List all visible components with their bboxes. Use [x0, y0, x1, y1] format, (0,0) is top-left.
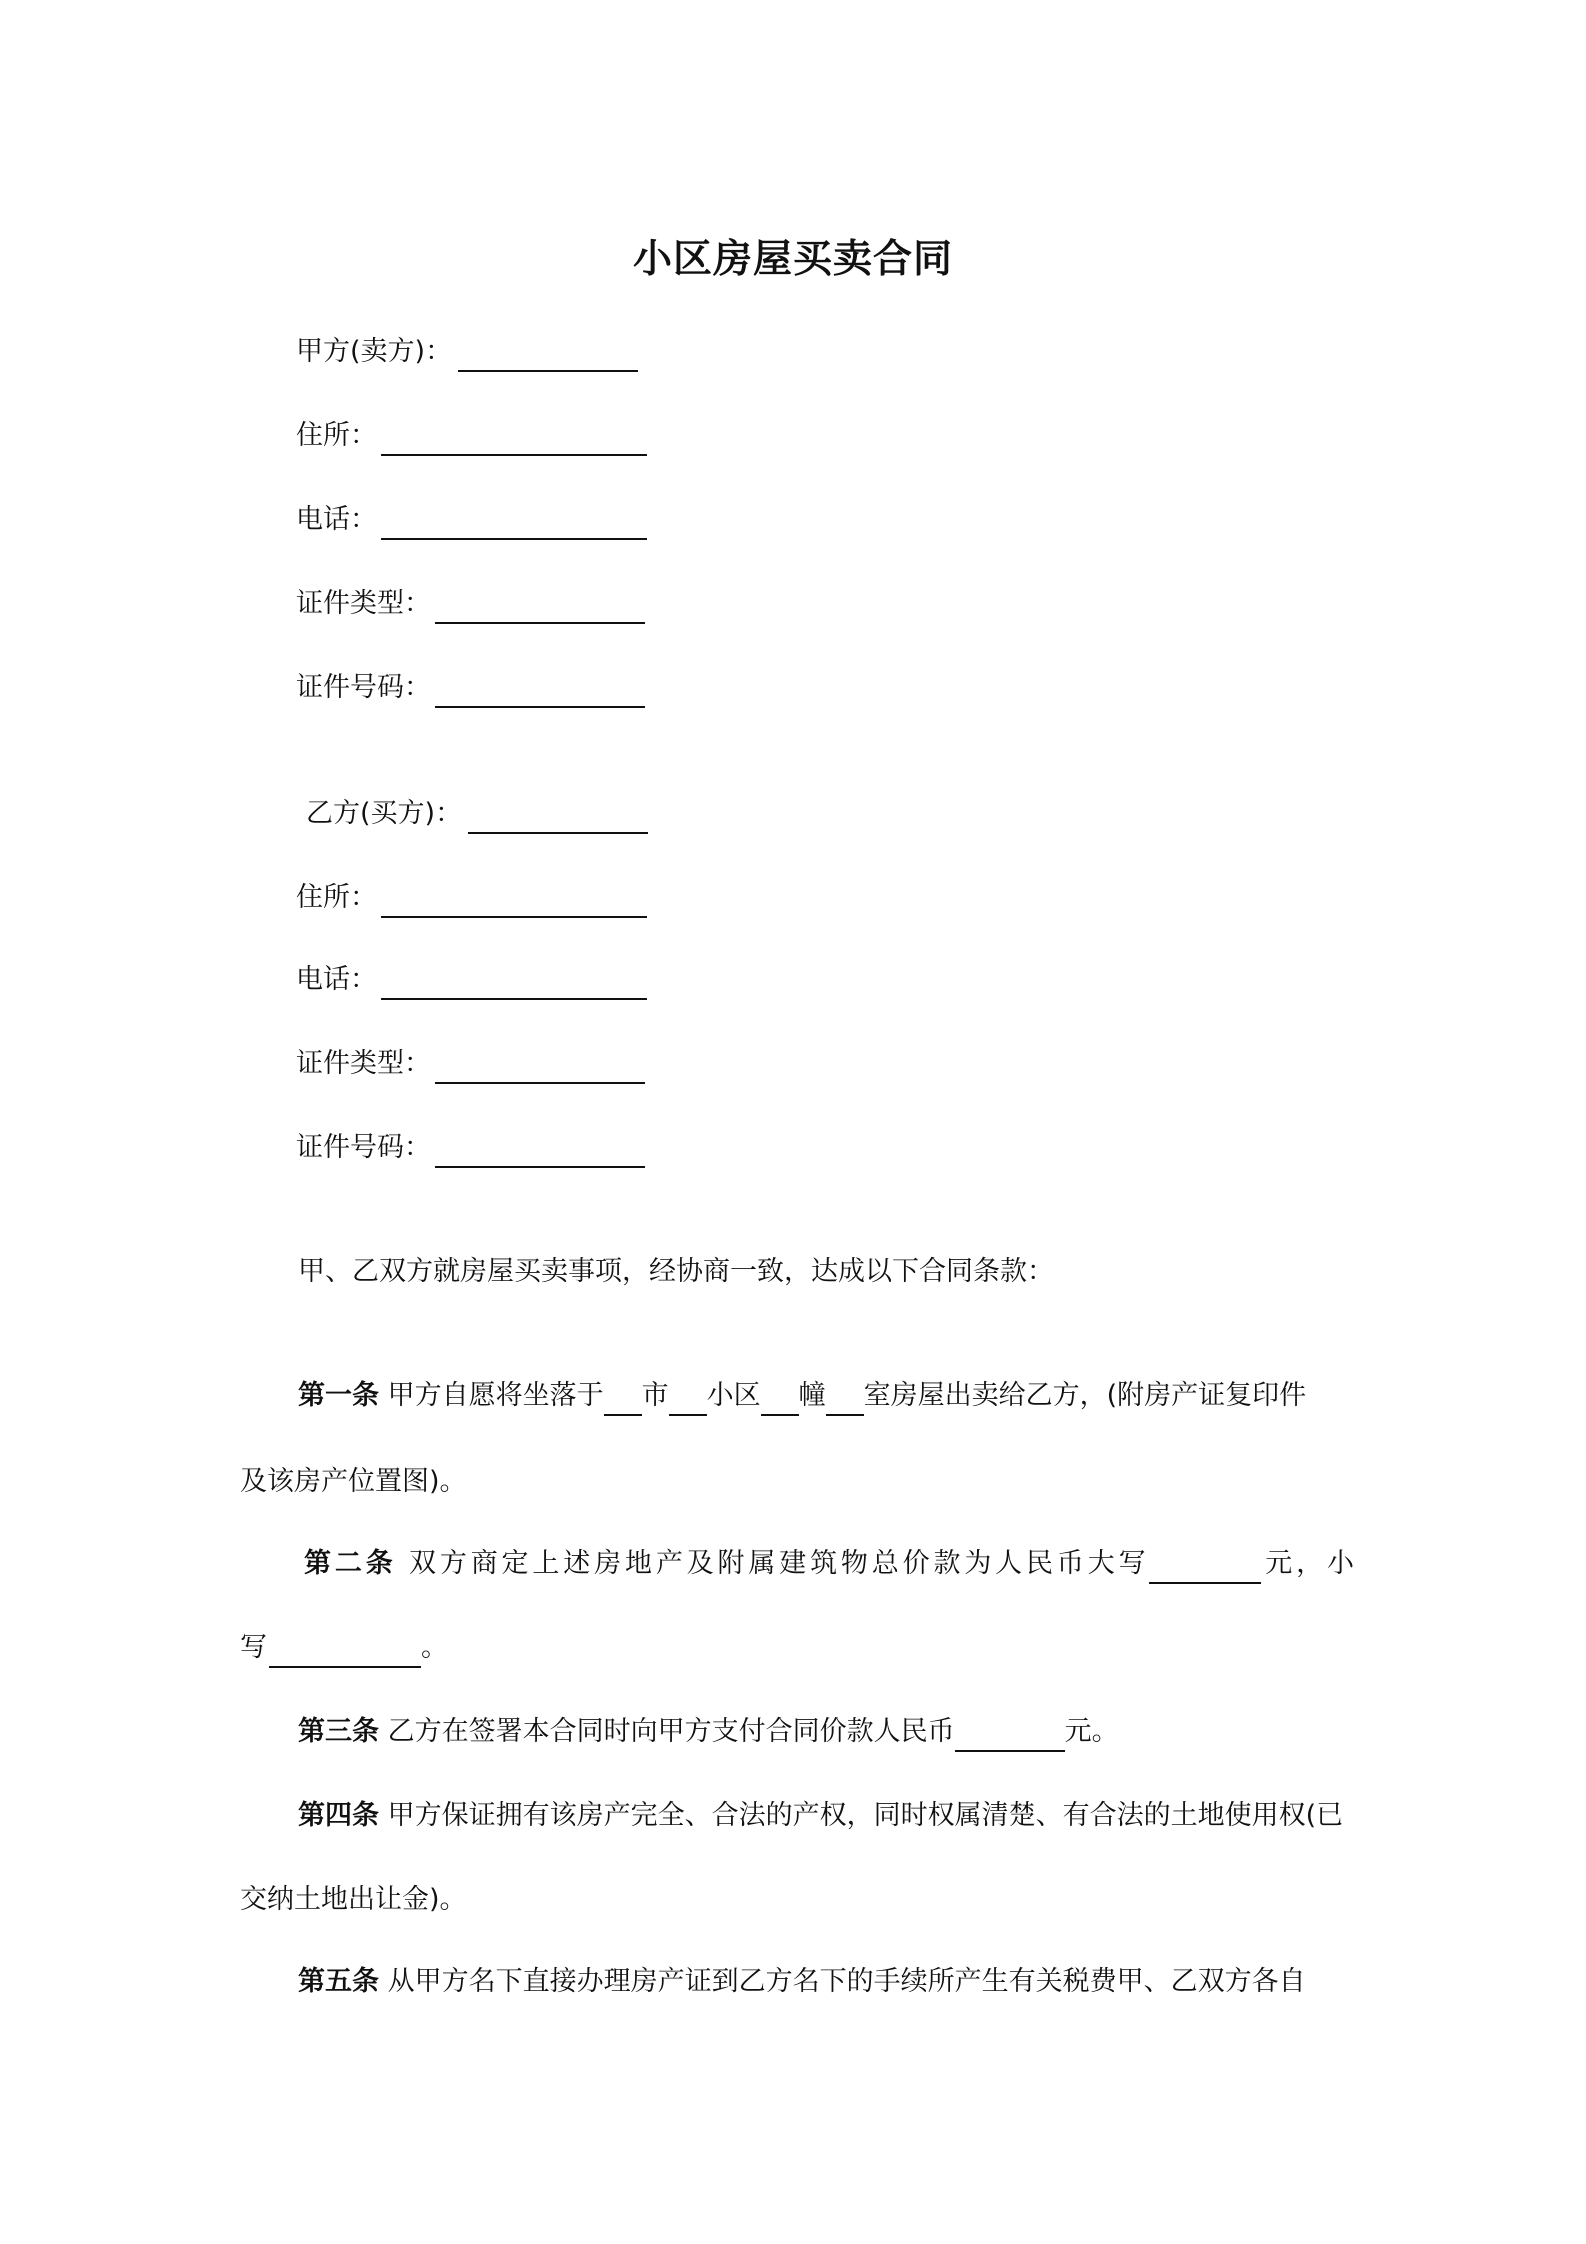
article-1-line-1	[298, 1376, 1306, 1416]
article-2-text-1: 双方商定上述房地产及附属建筑物总价款为人民币大写	[409, 1548, 1150, 1579]
preamble: 甲、乙双方就房屋买卖事项，经协商一致，达成以下合同条款：	[298, 1256, 1054, 1287]
article-2-line-1	[304, 1544, 1354, 1584]
article-3-text-1: 乙方在签署本合同时向甲方支付合同价款人民币	[387, 1716, 955, 1747]
article-2-blank-amount-figures[interactable]	[269, 1632, 421, 1668]
article-3-line-1	[298, 1712, 1119, 1752]
party-b-id-type-field	[296, 1042, 645, 1084]
article-1-text-4: 幢	[798, 1380, 826, 1411]
article-2-line-2	[240, 1628, 448, 1668]
article-4-text-1: 甲方保证拥有该房产完全、合法的产权，同时权属清楚、有合法的土地使用权(已	[387, 1800, 1344, 1831]
article-4-line-1	[298, 1796, 1343, 1836]
party-a-phone-label: 电话：	[296, 504, 377, 535]
article-1-text-1: 甲方自愿将坐落于	[387, 1380, 604, 1411]
party-b-id-number-blank[interactable]	[435, 1126, 645, 1168]
article-3-blank-payment[interactable]	[955, 1716, 1065, 1752]
party-a-id-type-label: 证件类型：	[296, 588, 431, 619]
article-1-text-5: 室房屋出卖给乙方，(附房产证复印件	[863, 1380, 1307, 1411]
party-b-name-label: 乙方(买方)：	[306, 798, 463, 829]
party-b-id-number-field	[296, 1126, 645, 1168]
party-a-name-blank[interactable]	[458, 330, 638, 372]
article-2-text-3: 写	[240, 1632, 267, 1663]
party-a-address-field	[296, 414, 647, 456]
party-a-id-type-field	[296, 582, 645, 624]
party-a-id-number-field	[296, 666, 645, 708]
party-b-phone-label: 电话：	[296, 964, 377, 995]
party-b-address-blank[interactable]	[381, 876, 647, 918]
article-2-head: 第二条	[304, 1548, 397, 1579]
page-title: 小区房屋买卖合同	[632, 237, 953, 282]
party-a-name-field	[296, 330, 638, 372]
party-a-address-label: 住所：	[296, 420, 377, 451]
article-1-head: 第一条	[298, 1380, 379, 1411]
article-1-blank-city[interactable]	[604, 1380, 642, 1416]
party-a-phone-blank[interactable]	[381, 498, 647, 540]
party-b-phone-blank[interactable]	[381, 958, 647, 1000]
party-a-phone-field	[296, 498, 647, 540]
article-3-head: 第三条	[298, 1716, 379, 1747]
party-b-address-field	[296, 876, 647, 918]
article-1-blank-building[interactable]	[761, 1380, 799, 1416]
article-1-blank-room[interactable]	[826, 1380, 864, 1416]
party-a-id-type-blank[interactable]	[435, 582, 645, 624]
article-1-text-3: 小区	[706, 1380, 761, 1411]
party-b-id-type-label: 证件类型：	[296, 1048, 431, 1079]
article-5-text-1: 从甲方名下直接办理房产证到乙方名下的手续所产生有关税费甲、乙双方各自	[387, 1966, 1306, 1997]
article-2-blank-amount-words[interactable]	[1149, 1548, 1261, 1584]
party-a-id-number-label: 证件号码：	[296, 672, 431, 703]
article-4-line-2: 交纳土地出让金)。	[240, 1884, 467, 1915]
party-b-name-blank[interactable]	[468, 792, 648, 834]
article-1-blank-district[interactable]	[669, 1380, 707, 1416]
party-b-id-type-blank[interactable]	[435, 1042, 645, 1084]
article-2-text-4: 。	[421, 1632, 448, 1663]
party-a-address-blank[interactable]	[381, 414, 647, 456]
party-a-name-label: 甲方(卖方)：	[296, 336, 453, 367]
article-1-text-2: 市	[641, 1380, 669, 1411]
party-b-address-label: 住所：	[296, 882, 377, 913]
article-1-line-2: 及该房产位置图)。	[240, 1466, 467, 1497]
party-a-id-number-blank[interactable]	[435, 666, 645, 708]
article-3-text-2: 元。	[1064, 1716, 1119, 1747]
article-5-head: 第五条	[298, 1966, 379, 1997]
party-b-phone-field	[296, 958, 647, 1000]
article-4-head: 第四条	[298, 1800, 379, 1831]
article-2-text-2: 元，小	[1261, 1548, 1355, 1579]
party-b-id-number-label: 证件号码：	[296, 1132, 431, 1163]
party-b-name-field	[306, 792, 648, 834]
article-5-line-1	[298, 1962, 1306, 2002]
